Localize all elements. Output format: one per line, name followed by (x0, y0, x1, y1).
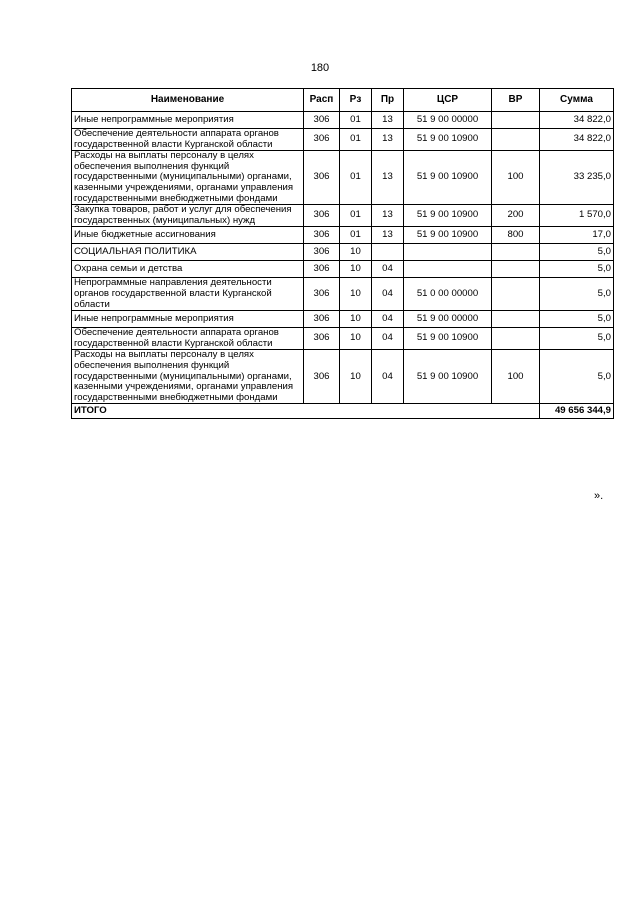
cell-sum: 34 822,0 (540, 129, 614, 151)
cell-vr: 100 (492, 151, 540, 205)
cell-rasp: 306 (304, 311, 340, 328)
cell-rz: 10 (340, 328, 372, 350)
table-row (72, 112, 614, 129)
cell-pr (372, 244, 404, 261)
cell-pr: 04 (372, 278, 404, 311)
cell-rasp: 306 (304, 112, 340, 129)
cell-name: Обеспечение деятельности аппарата органов государственной власти Курганской области (72, 129, 304, 151)
cell-name: СОЦИАЛЬНАЯ ПОЛИТИКА (72, 244, 304, 261)
header-name: Наименование (72, 89, 304, 112)
cell-rz: 01 (340, 151, 372, 205)
cell-sum: 17,0 (540, 227, 614, 244)
cell-pr: 04 (372, 328, 404, 350)
table-row (72, 328, 614, 350)
cell-rz: 01 (340, 129, 372, 151)
cell-name: Иные непрограммные мероприятия (72, 311, 304, 328)
cell-name: Охрана семьи и детства (72, 261, 304, 278)
cell-csr: 51 9 00 10900 (404, 350, 492, 404)
cell-vr (492, 112, 540, 129)
cell-name: Расходы на выплаты персоналу в целях обеспечения выполнения функций государственными (муниципальными) органами, казенными учреждениями, органами управления государственными внебюджетными фондами (72, 350, 304, 404)
table-row (72, 244, 614, 261)
cell-rasp: 306 (304, 278, 340, 311)
table-header-row (72, 89, 614, 112)
cell-sum: 33 235,0 (540, 151, 614, 205)
cell-csr: 51 0 00 00000 (404, 278, 492, 311)
cell-csr: 51 9 00 00000 (404, 311, 492, 328)
cell-rz: 01 (340, 112, 372, 129)
cell-pr: 13 (372, 112, 404, 129)
cell-pr: 13 (372, 227, 404, 244)
header-rasp: Расп (304, 89, 340, 112)
cell-csr: 51 9 00 10900 (404, 328, 492, 350)
cell-csr: 51 9 00 10900 (404, 227, 492, 244)
cell-sum: 5,0 (540, 261, 614, 278)
cell-pr: 04 (372, 350, 404, 404)
header-vr: ВР (492, 89, 540, 112)
header-csr: ЦСР (404, 89, 492, 112)
cell-csr: 51 9 00 10900 (404, 151, 492, 205)
table-row (72, 311, 614, 328)
total-row (72, 404, 614, 419)
table-row (72, 227, 614, 244)
cell-csr: 51 9 00 10900 (404, 129, 492, 151)
cell-vr (492, 328, 540, 350)
page-number: 180 (310, 62, 330, 74)
table-row (72, 151, 614, 205)
cell-vr: 100 (492, 350, 540, 404)
cell-pr: 04 (372, 311, 404, 328)
cell-csr (404, 261, 492, 278)
cell-vr (492, 129, 540, 151)
cell-vr (492, 244, 540, 261)
header-sum: Сумма (540, 89, 614, 112)
cell-vr (492, 311, 540, 328)
cell-rz: 10 (340, 244, 372, 261)
total-label: ИТОГО (72, 404, 540, 419)
cell-rasp: 306 (304, 350, 340, 404)
cell-vr: 200 (492, 205, 540, 227)
cell-vr (492, 278, 540, 311)
cell-sum: 1 570,0 (540, 205, 614, 227)
cell-pr: 04 (372, 261, 404, 278)
cell-rz: 01 (340, 227, 372, 244)
cell-sum: 5,0 (540, 244, 614, 261)
table-row (72, 261, 614, 278)
cell-name: Иные непрограммные мероприятия (72, 112, 304, 129)
cell-pr: 13 (372, 205, 404, 227)
cell-rz: 10 (340, 311, 372, 328)
cell-csr: 51 9 00 10900 (404, 205, 492, 227)
cell-sum: 5,0 (540, 311, 614, 328)
cell-sum: 34 822,0 (540, 112, 614, 129)
cell-rz: 10 (340, 350, 372, 404)
cell-rasp: 306 (304, 328, 340, 350)
cell-rasp: 306 (304, 261, 340, 278)
cell-rz: 10 (340, 261, 372, 278)
table-row (72, 350, 614, 404)
closing-mark: ». (594, 490, 604, 502)
cell-csr: 51 9 00 00000 (404, 112, 492, 129)
header-rz: Рз (340, 89, 372, 112)
cell-pr: 13 (372, 151, 404, 205)
total-sum: 49 656 344,9 (540, 404, 614, 419)
cell-name: Непрограммные направления деятельности органов государственной власти Курганской области (72, 278, 304, 311)
cell-sum: 5,0 (540, 278, 614, 311)
cell-name: Иные бюджетные ассигнования (72, 227, 304, 244)
table-row (72, 129, 614, 151)
table-body (72, 112, 614, 404)
cell-name: Обеспечение деятельности аппарата органов государственной власти Курганской области (72, 328, 304, 350)
cell-vr: 800 (492, 227, 540, 244)
cell-vr (492, 261, 540, 278)
table-row (72, 278, 614, 311)
cell-sum: 5,0 (540, 328, 614, 350)
cell-rasp: 306 (304, 227, 340, 244)
header-pr: Пр (372, 89, 404, 112)
cell-sum: 5,0 (540, 350, 614, 404)
cell-rasp: 306 (304, 244, 340, 261)
cell-pr: 13 (372, 129, 404, 151)
cell-csr (404, 244, 492, 261)
budget-table (71, 88, 614, 419)
cell-rasp: 306 (304, 151, 340, 205)
cell-rasp: 306 (304, 129, 340, 151)
cell-rasp: 306 (304, 205, 340, 227)
cell-name: Расходы на выплаты персоналу в целях обеспечения выполнения функций государственными (муниципальными) органами, казенными учреждениями, органами управления государственными внебюджетными фондами (72, 151, 304, 205)
cell-rz: 01 (340, 205, 372, 227)
cell-name: Закупка товаров, работ и услуг для обеспечения государственных (муниципальных) нужд (72, 205, 304, 227)
cell-rz: 10 (340, 278, 372, 311)
table-row (72, 205, 614, 227)
